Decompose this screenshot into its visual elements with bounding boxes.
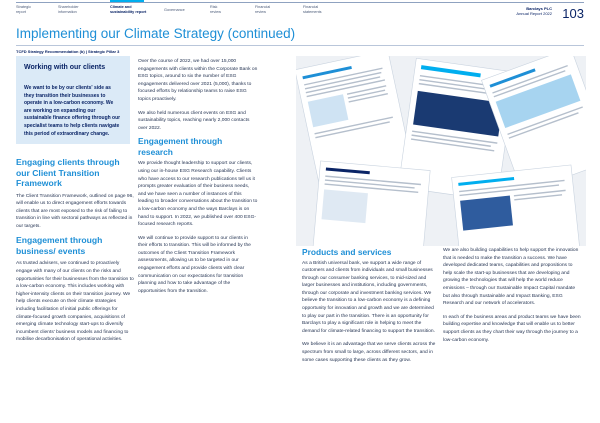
report-covers-image [296, 56, 586, 246]
nav-financial-statements[interactable] [303, 5, 322, 15]
nav-label: Climate and [110, 5, 132, 9]
nav-label: report [16, 10, 26, 14]
brand-name: Barclays PLC [526, 6, 552, 11]
top-navigation [0, 0, 600, 22]
heading-business-events: Engagement through business/ events [16, 235, 103, 256]
paragraph: We are also building capabilities to help support the innovation that is needed to make the transition a success. We have developed dedicated teams, capabilities and propositions to help scale the start-up businesses that are developing and growing the technologies that will help the world reduce emissions – through our Sustainable Impact Capital mandate but also through Sustainable and Impact Banking, ESG Research and our network of accelerators. [443, 248, 579, 307]
nav-label: Financial [303, 5, 319, 9]
heading-client-transition: Engaging clients through our Client Transition Framework [16, 157, 120, 188]
column-3 [302, 247, 436, 364]
callout-text: We want to be by our clients' side as they transition their businesses to operate in a low-carbon economy. We are working on expanding our sustainable finance offering through our specialist teams to help clients navigate this period of extraordinary change. [24, 85, 121, 137]
paragraph: Over the course of 2022, we had over 15,000 engagements with clients within the Corporate Bank on ESG topics, around to six the number of ESG engagements delivered over 2021 (5,000), thanks to focused efforts by relationship teams to raise ESG topics proactively. [138, 59, 258, 102]
nav-label: Financial [255, 5, 271, 9]
paragraph: As trusted advisers, we continued to proactively engage with many of our clients on the risks and opportunities for their businesses from the transition to a low-carbon economy. This includes working with higher-intensity clients on their transition journey. We help clients execute on their climate strategies including facilitation of initial public offerings for climate-focused growth companies, acquisitions of emerging climate technology start-ups to diversify incumbent clients' business models and financing to mobilise decarbonisation of operational activities. [16, 261, 134, 343]
report-brand [516, 6, 552, 16]
nav-label: sustainability report [110, 10, 147, 14]
nav-climate-sustainability-report[interactable] [110, 5, 146, 15]
brand-subtitle: Annual Report 2022 [516, 11, 552, 16]
heading-products-services: Products and services [302, 247, 392, 257]
column-1 [16, 157, 134, 344]
nav-label: Shareholder [58, 5, 79, 9]
nav-label: Strategic [16, 5, 31, 9]
column-2 [138, 58, 258, 295]
page-title: Implementing our Climate Strategy (continued) [16, 26, 296, 41]
heading-research: Engagement through research [138, 136, 223, 157]
paragraph: The Client Transition Framework, outlined on page 96, will enable us to direct engagement efforts towards clients that are most exposed to the risk of failing to transition in line with sectoral pathways as reflected in our targets. [16, 193, 134, 229]
section-divider [16, 45, 584, 46]
paragraph: We will continue to provide support to our clients in their efforts to transition. This will be informed by the outcomes of the Client Transition Framework assessments, allowing us to be targeted in our engagement efforts and provide clients with clear communication on our expectations for transition planning and how to take advantage of the opportunities from the transition. [138, 235, 251, 294]
nav-label: Governance [164, 8, 185, 12]
nav-label: review [210, 10, 221, 14]
research-reports-collage [296, 56, 586, 246]
section-label: TCFD Strategy Recommendation (b) | Strategic Pillar 3 [16, 49, 120, 54]
page-number: 103 [562, 6, 584, 21]
nav-label: information [58, 10, 77, 14]
paragraph: We believe it is an advantage that we serve clients across the spectrum from small to large, across different sectors, and in some cases supporting these clients as they grow. [302, 342, 436, 363]
paragraph: We also held numerous client events on ESG and sustainability topics, reaching nearly 2,000 contacts over 2022. [138, 110, 250, 131]
callout-box [16, 56, 130, 144]
nav-label: Risk [210, 5, 218, 9]
paragraph: As a British universal bank, we support a wide range of customers and clients from individuals and small businesses through our consumer banking services, to mid-sized and larger businesses and institutions, including governments, through our corporate and investment banking services. We believe the transition to a low-carbon economy is a defining opportunity for innovation and growth and we are determined to play our part in the transition. There is an opportunity for Barclays to play a significant role in helping to meet the demand for climate-related financing to support the transition. [302, 260, 435, 334]
callout-heading: Working with our clients [24, 64, 106, 71]
nav-strategic-report[interactable] [16, 5, 31, 15]
paragraph: In each of the business areas and product teams we have been building expertise and knowledge that will enable us to better support clients as they chart their way through the journey to a low-carbon economy. [443, 314, 581, 343]
nav-risk-review[interactable] [210, 5, 221, 15]
column-4 [443, 247, 583, 344]
nav-financial-review[interactable] [255, 5, 270, 15]
nav-governance[interactable] [164, 8, 185, 13]
nav-shareholder-information[interactable] [58, 5, 79, 15]
nav-label: review [255, 10, 266, 14]
nav-divider [16, 2, 584, 3]
nav-label: statements [303, 10, 322, 14]
paragraph: We provide thought leadership to support our clients, using our in-house ESG Research capability. Clients who have access to our research publications tell us it prompts greater evaluation of their business needs, and we have seen a number of instances of this leading to broader conversations about the transition to a low-carbon economy and the ways Barclays is on hand to support. In 2022, we published over 400 ESG-focused research reports. [138, 161, 258, 228]
